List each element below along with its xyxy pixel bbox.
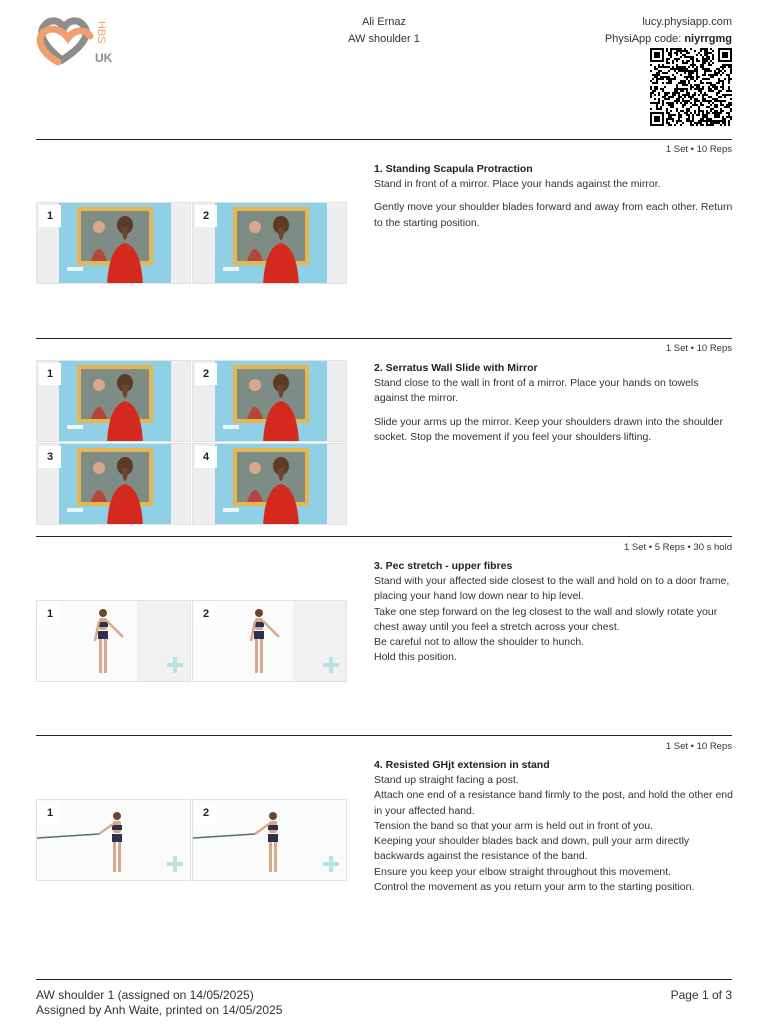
divider — [36, 338, 732, 339]
exercise-4-dosage: 1 Set • 10 Reps — [665, 741, 732, 752]
frame-number: 4 — [195, 446, 217, 468]
instruction-line: Hold this position. — [374, 651, 457, 664]
frame-number: 2 — [195, 363, 217, 385]
exercise-4-frame-2[interactable] — [192, 799, 347, 881]
exercise-2-frame-1[interactable] — [36, 360, 191, 442]
divider — [36, 536, 732, 537]
footer-assigned: AW shoulder 1 (assigned on 14/05/2025) — [36, 988, 254, 1002]
instruction-line: Be careful not to allow the shoulder to hunch. — [374, 636, 585, 649]
exercise-3-frame-1[interactable] — [36, 600, 191, 682]
exercise-2-frame-4[interactable] — [192, 443, 347, 525]
exercise-2-frame-3[interactable] — [36, 443, 191, 525]
divider — [36, 139, 732, 140]
instruction-line: Keeping your shoulder blades back and down, pull your arm directly backwards against the resistance of the band. — [374, 835, 690, 863]
physiapp-code — [605, 31, 732, 48]
instruction-line: Stand with your affected side closest to the wall and hold on to a door frame, placing your hand low down near to hip level. — [374, 575, 730, 603]
frame-number: 2 — [195, 603, 217, 625]
divider — [36, 979, 732, 980]
code-value: niyrrgmg — [684, 33, 732, 45]
instruction-line: Take one step forward on the leg closest to the wall and slowly rotate your chest away until you feel a stretch across your chest. — [374, 605, 718, 633]
instruction-line: Attach one end of a resistance band firmly to the post, and hold the other end in your affected hand. — [374, 789, 733, 817]
exercise-4-instructions — [374, 773, 734, 895]
footer-printed: Assigned by Anh Waite, printed on 14/05/2025 — [36, 1003, 283, 1017]
page-number: Page 1 of 3 — [670, 988, 732, 1002]
exercise-1-instructions — [374, 177, 734, 231]
divider — [36, 735, 732, 736]
frame-number: 1 — [39, 205, 61, 227]
exercise-3-title: 3. Pec stretch - upper fibres — [374, 560, 513, 572]
exercise-2-instructions — [374, 376, 734, 445]
exercise-1-dosage: 1 Set • 10 Reps — [665, 144, 732, 155]
code-label: PhysiApp code: — [604, 33, 682, 45]
frame-number: 2 — [195, 802, 217, 824]
exercise-3-frame-2[interactable] — [192, 600, 347, 682]
instruction-line: Control the movement as you return your arm to the starting position. — [374, 881, 695, 894]
patient-name: Ali Ernaz — [361, 16, 407, 28]
frame-number: 1 — [39, 603, 61, 625]
exercise-1-title: 1. Standing Scapula Protraction — [374, 163, 533, 175]
frame-number: 1 — [39, 802, 61, 824]
instruction-line: Stand up straight facing a post. — [374, 774, 519, 786]
program-name: AW shoulder 1 — [348, 33, 420, 45]
exercise-4-frame-1[interactable] — [36, 799, 191, 881]
logo-text-hbs: HBS — [95, 21, 107, 44]
instruction-line: Ensure you keep your elbow straight throughout this movement. — [374, 865, 672, 878]
logo-text-uk: UK — [95, 51, 113, 65]
exercise-2-frame-2[interactable] — [192, 360, 347, 442]
site-url[interactable]: lucy.physiapp.com — [642, 16, 732, 28]
exercise-1-frame-1[interactable] — [36, 202, 191, 284]
instruction-paragraph: Stand in front of a mirror. Place your hands against the mirror. — [374, 178, 661, 190]
header-right — [605, 14, 732, 48]
instruction-line: Tension the band so that your arm is held out in front of you. — [374, 819, 653, 832]
instruction-paragraph: Stand close to the wall in front of a mirror. Place your hands on towels against the mirror. — [374, 377, 699, 405]
qr-code-icon[interactable] — [650, 48, 732, 126]
instruction-paragraph: Gently move your shoulder blades forward and away from each other. Return to the starting position. — [374, 201, 733, 229]
exercise-4-title: 4. Resisted GHjt extension in stand — [374, 759, 550, 771]
frame-number: 1 — [39, 363, 61, 385]
exercise-1-frame-2[interactable] — [192, 202, 347, 284]
frame-number: 3 — [39, 446, 61, 468]
instruction-paragraph: Slide your arms up the mirror. Keep your shoulders drawn into the shoulder socket. Stop the movement if you feel your shoulders lifting. — [374, 415, 724, 443]
exercise-2-title: 2. Serratus Wall Slide with Mirror — [374, 362, 538, 374]
exercise-3-dosage: 1 Set • 5 Reps • 30 s hold — [623, 542, 732, 553]
footer-info — [36, 988, 282, 1018]
frame-number: 2 — [195, 205, 217, 227]
exercise-3-instructions — [374, 574, 734, 666]
exercise-2-dosage: 1 Set • 10 Reps — [665, 343, 732, 354]
